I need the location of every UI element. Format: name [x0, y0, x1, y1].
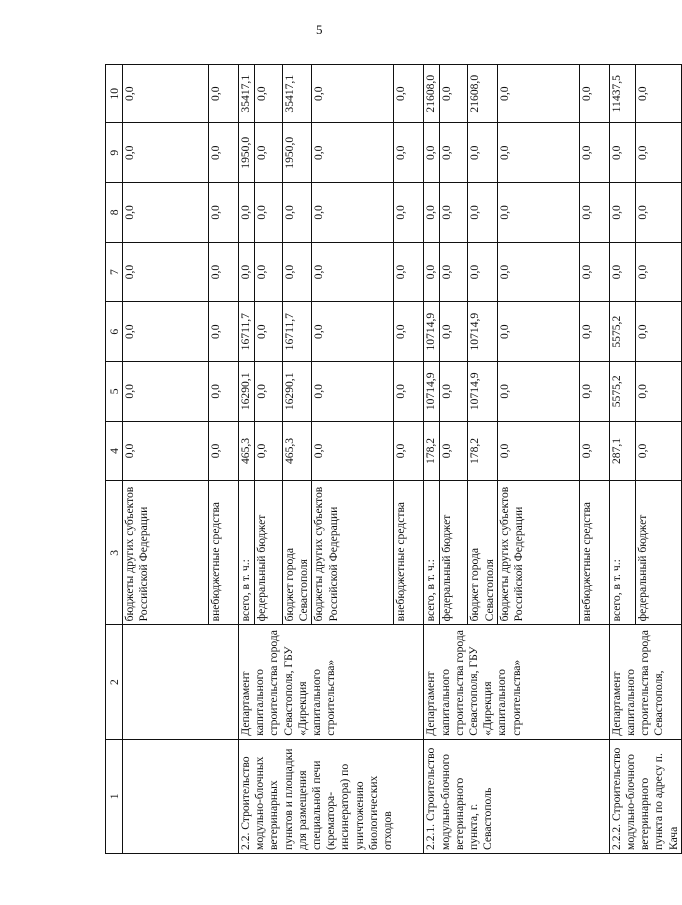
value-cell: 0,0: [424, 242, 440, 302]
funding-source-cell: всего, в т. ч.:: [609, 481, 635, 625]
value-cell: 0,0: [579, 421, 609, 481]
value-cell: 0,0: [636, 302, 682, 362]
value-cell: 0,0: [579, 65, 609, 123]
value-cell: 0,0: [636, 183, 682, 243]
header-row: [106, 65, 123, 854]
value-cell: 0,0: [636, 242, 682, 302]
value-cell: 10714,9: [468, 362, 497, 422]
value-cell: 0,0: [497, 242, 579, 302]
value-cell: 35417,1: [283, 65, 312, 123]
value-cell: 0,0: [579, 302, 609, 362]
value-cell: 465,3: [239, 421, 255, 481]
funding-source-cell: всего, в т. ч.:: [239, 481, 255, 625]
col-header: 1: [106, 739, 123, 853]
funding-table: [105, 64, 682, 854]
value-cell: 0,0: [394, 242, 424, 302]
value-cell: 0,0: [255, 362, 283, 422]
value-cell: 0,0: [312, 302, 394, 362]
measure-name-cell: 2.2.1. Строительство модульно-блочного ветеринарного пункта, г. Севастополь: [424, 739, 609, 853]
value-cell: 0,0: [312, 183, 394, 243]
executor-cell: Департамент капитального строительства города Севастополя,: [609, 625, 681, 739]
table-row: [609, 65, 635, 854]
value-cell: 0,0: [283, 183, 312, 243]
value-cell: 0,0: [440, 123, 468, 183]
value-cell: 0,0: [440, 65, 468, 123]
funding-source-cell: федеральный бюджет: [255, 481, 283, 625]
funding-source-cell: бюджеты других субъектов Российской Федерации: [497, 481, 579, 625]
value-cell: 0,0: [579, 362, 609, 422]
value-cell: 0,0: [312, 65, 394, 123]
value-cell: 0,0: [209, 123, 239, 183]
value-cell: 16290,1: [239, 362, 255, 422]
value-cell: 0,0: [579, 242, 609, 302]
value-cell: 0,0: [209, 242, 239, 302]
value-cell: 178,2: [468, 421, 497, 481]
value-cell: 16711,7: [239, 302, 255, 362]
value-cell: 0,0: [123, 123, 209, 183]
value-cell: 287,1: [609, 421, 635, 481]
value-cell: 16711,7: [283, 302, 312, 362]
funding-source-cell: бюджеты других субъектов Российской Федерации: [123, 481, 209, 625]
col-header: 9: [106, 123, 123, 183]
value-cell: 0,0: [312, 123, 394, 183]
value-cell: 16290,1: [283, 362, 312, 422]
value-cell: 0,0: [255, 242, 283, 302]
rotated-table-wrapper: [105, 64, 680, 854]
value-cell: 0,0: [497, 123, 579, 183]
funding-source-cell: внебюджетные средства: [209, 481, 239, 625]
col-header: 4: [106, 421, 123, 481]
value-cell: 0,0: [312, 421, 394, 481]
col-header: 8: [106, 183, 123, 243]
value-cell: 0,0: [209, 302, 239, 362]
measure-name-cell: [123, 739, 239, 853]
value-cell: 0,0: [440, 242, 468, 302]
value-cell: 0,0: [440, 362, 468, 422]
value-cell: 0,0: [312, 362, 394, 422]
value-cell: 1950,0: [283, 123, 312, 183]
value-cell: 0,0: [394, 123, 424, 183]
value-cell: 10714,9: [424, 362, 440, 422]
value-cell: 21608,0: [424, 65, 440, 123]
value-cell: 0,0: [424, 123, 440, 183]
funding-source-cell: бюджет города Севастополя: [283, 481, 312, 625]
value-cell: 0,0: [394, 362, 424, 422]
value-cell: 21608,0: [468, 65, 497, 123]
value-cell: 5575,2: [609, 362, 635, 422]
funding-source-cell: бюджет города Севастополя: [468, 481, 497, 625]
funding-source-cell: федеральный бюджет: [636, 481, 682, 625]
value-cell: 0,0: [255, 421, 283, 481]
value-cell: 0,0: [209, 421, 239, 481]
table-row: [239, 65, 255, 854]
col-header: 10: [106, 65, 123, 123]
col-header: 6: [106, 302, 123, 362]
value-cell: 0,0: [636, 421, 682, 481]
col-header: 3: [106, 481, 123, 625]
value-cell: 5575,2: [609, 302, 635, 362]
value-cell: 0,0: [497, 183, 579, 243]
value-cell: 0,0: [255, 65, 283, 123]
value-cell: 0,0: [123, 302, 209, 362]
value-cell: 0,0: [468, 183, 497, 243]
col-header: 5: [106, 362, 123, 422]
value-cell: 0,0: [239, 242, 255, 302]
funding-source-cell: внебюджетные средства: [579, 481, 609, 625]
value-cell: 0,0: [609, 123, 635, 183]
value-cell: 0,0: [497, 421, 579, 481]
value-cell: 0,0: [123, 242, 209, 302]
value-cell: 0,0: [636, 123, 682, 183]
value-cell: 0,0: [123, 183, 209, 243]
value-cell: 0,0: [579, 183, 609, 243]
value-cell: 11437,5: [609, 65, 635, 123]
measure-name-cell: 2.2. Строительство модульно-блочных ветеринарных пунктов и площадки для размещения специальной печи (крематора-инсинератора) по уничтожению биологических отходов: [239, 739, 424, 853]
value-cell: 0,0: [468, 242, 497, 302]
value-cell: 0,0: [424, 183, 440, 243]
page-number: 5: [316, 22, 323, 37]
table-row: [424, 65, 440, 854]
value-cell: 0,0: [609, 242, 635, 302]
executor-cell: [123, 625, 239, 739]
value-cell: 10714,9: [424, 302, 440, 362]
value-cell: 0,0: [497, 362, 579, 422]
value-cell: 0,0: [255, 183, 283, 243]
col-header: 2: [106, 625, 123, 739]
value-cell: 0,0: [440, 183, 468, 243]
value-cell: 0,0: [394, 421, 424, 481]
value-cell: 0,0: [394, 65, 424, 123]
value-cell: 0,0: [255, 123, 283, 183]
value-cell: 0,0: [468, 123, 497, 183]
measure-name-cell: 2.2.2. Строительство модульно-блочного ветеринарного пункта по адресу п. Кача: [609, 739, 681, 853]
value-cell: 35417,1: [239, 65, 255, 123]
col-header: 7: [106, 242, 123, 302]
value-cell: 0,0: [123, 421, 209, 481]
executor-cell: Департамент капитального строительства города Севастополя, ГБУ «Дирекция капитального строительства»: [424, 625, 609, 739]
value-cell: 0,0: [209, 65, 239, 123]
value-cell: 0,0: [239, 183, 255, 243]
funding-source-cell: внебюджетные средства: [394, 481, 424, 625]
value-cell: 10714,9: [468, 302, 497, 362]
value-cell: 0,0: [283, 242, 312, 302]
value-cell: 0,0: [255, 302, 283, 362]
value-cell: 0,0: [312, 242, 394, 302]
value-cell: 0,0: [394, 183, 424, 243]
value-cell: 0,0: [440, 421, 468, 481]
value-cell: 0,0: [636, 362, 682, 422]
value-cell: 178,2: [424, 421, 440, 481]
value-cell: 0,0: [579, 123, 609, 183]
value-cell: 0,0: [123, 65, 209, 123]
value-cell: 0,0: [609, 183, 635, 243]
value-cell: 0,0: [209, 362, 239, 422]
funding-source-cell: федеральный бюджет: [440, 481, 468, 625]
value-cell: 0,0: [636, 65, 682, 123]
value-cell: 0,0: [497, 65, 579, 123]
executor-cell: Департамент капитального строительства города Севастополя, ГБУ «Дирекция капитального строительства»: [239, 625, 424, 739]
funding-source-cell: всего, в т. ч.:: [424, 481, 440, 625]
table-row: [123, 65, 209, 854]
value-cell: 0,0: [497, 302, 579, 362]
value-cell: 465,3: [283, 421, 312, 481]
value-cell: 1950,0: [239, 123, 255, 183]
value-cell: 0,0: [123, 362, 209, 422]
funding-source-cell: бюджеты других субъектов Российской Федерации: [312, 481, 394, 625]
value-cell: 0,0: [394, 302, 424, 362]
value-cell: 0,0: [209, 183, 239, 243]
value-cell: 0,0: [440, 302, 468, 362]
